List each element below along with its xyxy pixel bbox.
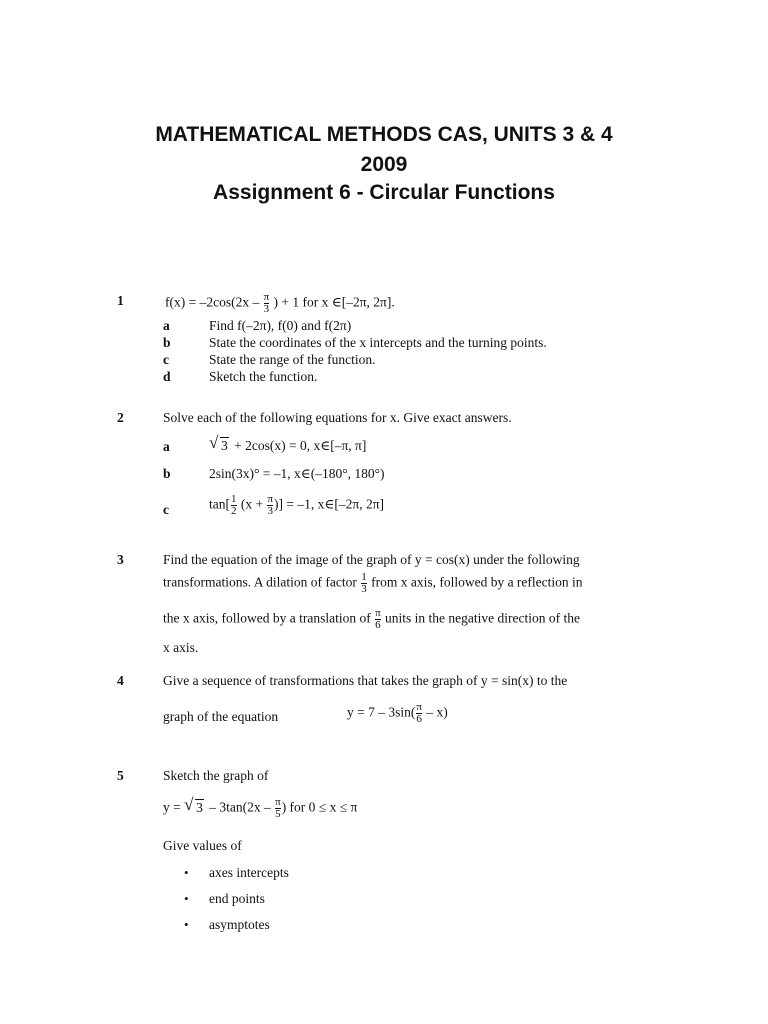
q3-line-4: x axis. xyxy=(163,640,199,655)
q1-part-c-label: c xyxy=(163,352,169,367)
q4-line-1: Give a sequence of transformations that takes the graph of y = sin(x) to the xyxy=(163,673,568,688)
q5-frac-den: 5 xyxy=(275,808,281,820)
q3-dil-num: 1 xyxy=(361,571,367,583)
q4-fraction xyxy=(416,702,422,725)
q4-frac-den: 6 xyxy=(416,713,422,725)
q2-a-root: 3 xyxy=(221,438,228,453)
q1-frac-num: π xyxy=(263,291,270,303)
q3-tr-num: π xyxy=(375,607,381,619)
q1-part-b-label: b xyxy=(163,335,171,350)
q5-root: 3 xyxy=(196,799,203,815)
q5-line-1: Sketch the graph of xyxy=(163,768,269,783)
bullet-icon: • xyxy=(184,865,189,880)
q3-translation-fraction xyxy=(375,608,381,631)
q2-c-f1-den: 2 xyxy=(231,505,237,517)
q4-line-2: graph of the equation xyxy=(163,709,279,724)
q5-bullet-1: axes intercepts xyxy=(209,865,289,880)
q2-part-b-label: b xyxy=(163,466,171,481)
q2-c-fraction-2 xyxy=(267,494,273,517)
question-1-number: 1 xyxy=(117,293,124,308)
q5-sqrt xyxy=(184,800,204,816)
q2-a-sqrt xyxy=(209,438,229,454)
q3-line-1: Find the equation of the image of the graph of y = cos(x) under the following xyxy=(163,552,580,567)
q5-bullet-2: end points xyxy=(209,891,265,906)
q3-line-3 xyxy=(163,608,580,631)
q1-part-a-label: a xyxy=(163,318,170,333)
q5-fraction xyxy=(275,797,281,820)
q1-part-d-label: d xyxy=(163,369,171,384)
question-2-number: 2 xyxy=(117,410,124,425)
q2-c-pre: tan[ xyxy=(209,496,230,512)
question-5-number: 5 xyxy=(117,768,124,783)
q4-eq-end: – x) xyxy=(426,704,448,720)
question-4-number: 4 xyxy=(117,673,124,688)
bullet-icon: • xyxy=(184,891,189,906)
q2-a-rest: + 2cos(x) = 0, x∈[–π, π] xyxy=(234,438,367,453)
q3-line-2-end: from x axis, followed by a reflection in xyxy=(371,574,583,590)
q5-frac-num: π xyxy=(275,796,281,808)
q1-frac-den: 3 xyxy=(263,303,270,315)
q4-equation xyxy=(347,702,448,725)
bullet-icon: • xyxy=(184,917,189,932)
q3-dil-den: 3 xyxy=(361,583,367,595)
q3-line-3-start: the x axis, followed by a translation of xyxy=(163,610,371,626)
q2-c-f2-num: π xyxy=(267,493,274,505)
q5-eq-start: y = xyxy=(163,799,181,815)
q2-part-a-equation xyxy=(209,438,366,454)
q3-dilation-fraction xyxy=(361,572,367,595)
q1-part-a-text: Find f(–2π), f(0) and f(2π) xyxy=(209,318,352,333)
title-line-3: Assignment 6 - Circular Functions xyxy=(213,181,555,204)
question-3-number: 3 xyxy=(117,552,124,567)
question-2-intro: Solve each of the following equations for x. Give exact answers. xyxy=(163,410,512,425)
q2-c-post: )] = –1, x∈[–2π, 2π] xyxy=(274,496,385,512)
q2-c-fraction-1 xyxy=(231,494,237,517)
title-line-1: MATHEMATICAL METHODS CAS, UNITS 3 & 4 xyxy=(155,123,613,146)
q2-part-c-label: c xyxy=(163,502,169,517)
q5-eq-mid: – 3tan(2x – xyxy=(209,799,271,815)
q2-part-a-label: a xyxy=(163,439,170,454)
q2-c-mid: (x + xyxy=(240,496,264,512)
q5-equation xyxy=(163,797,357,820)
q2-part-b-equation: 2sin(3x)° = –1, x∈(–180°, 180°) xyxy=(209,466,385,481)
q1-func-end: ) + 1 for x ∈[–2π, 2π]. xyxy=(273,294,395,310)
q2-part-c-equation xyxy=(209,494,384,517)
q2-c-f2-den: 3 xyxy=(267,505,274,517)
q3-line-3-end: units in the negative direction of the xyxy=(385,610,580,626)
q2-c-f1-num: 1 xyxy=(231,493,237,505)
q5-eq-end: ) for 0 ≤ x ≤ π xyxy=(281,799,358,815)
q4-eq-start: y = 7 – 3sin( xyxy=(347,704,416,720)
q1-fraction xyxy=(264,292,270,315)
question-1-function xyxy=(165,292,395,315)
q4-frac-num: π xyxy=(416,701,422,713)
q1-part-b-text: State the coordinates of the x intercepts and the turning points. xyxy=(209,335,547,350)
q1-func-start: f(x) = –2cos(2x – xyxy=(165,294,260,310)
q3-line-2 xyxy=(163,572,583,595)
q3-tr-den: 6 xyxy=(375,619,381,631)
q5-bullet-3: asymptotes xyxy=(209,917,270,932)
title-line-2: 2009 xyxy=(360,153,408,176)
q3-line-2-start: transformations. A dilation of factor xyxy=(163,574,357,590)
q1-part-c-text: State the range of the function. xyxy=(209,352,376,367)
q5-give-values: Give values of xyxy=(163,838,242,853)
q1-part-d-text: Sketch the function. xyxy=(209,369,318,384)
